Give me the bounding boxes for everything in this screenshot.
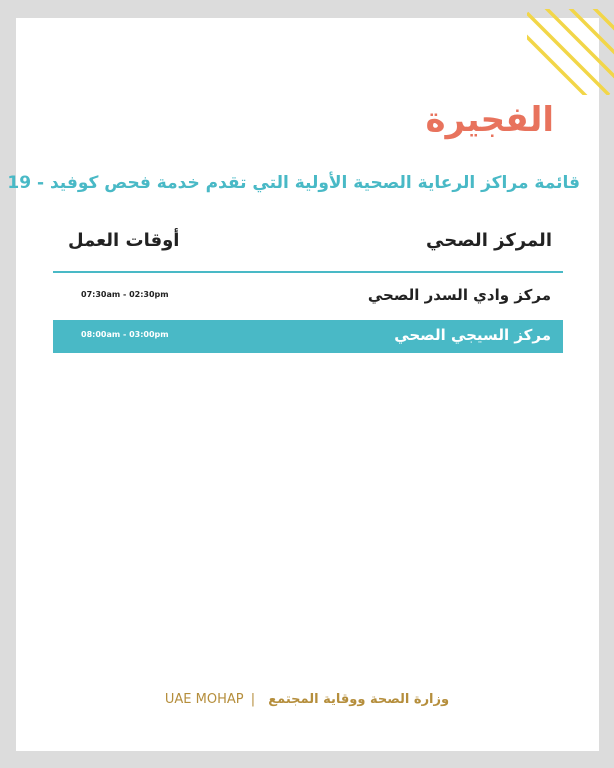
center-name: مركز وادي السدر الصحي [367,286,551,304]
column-header-center: المركز الصحي [426,230,552,251]
decorative-stripes [527,9,614,95]
footer-separator: | [250,692,256,707]
working-hours: 08:00am - 03:00pm [81,330,169,339]
table-row [53,280,563,313]
footer-english: UAE MOHAP [164,692,244,707]
column-header-hours: أوقات العمل [68,230,180,251]
page-subtitle: قائمة مراكز الرعاية الصحية الأولية التي تقدم خدمة فحص كوفيد - 19 [7,173,580,193]
page-title: الفجيرة [425,100,554,140]
center-name: مركز السيجي الصحي [394,326,551,344]
working-hours: 07:30am - 02:30pm [81,290,169,299]
footer [0,692,614,707]
header-divider [53,271,563,273]
table-row-highlighted [53,320,563,353]
footer-arabic: وزارة الصحة ووقاية المجتمع [268,692,450,707]
